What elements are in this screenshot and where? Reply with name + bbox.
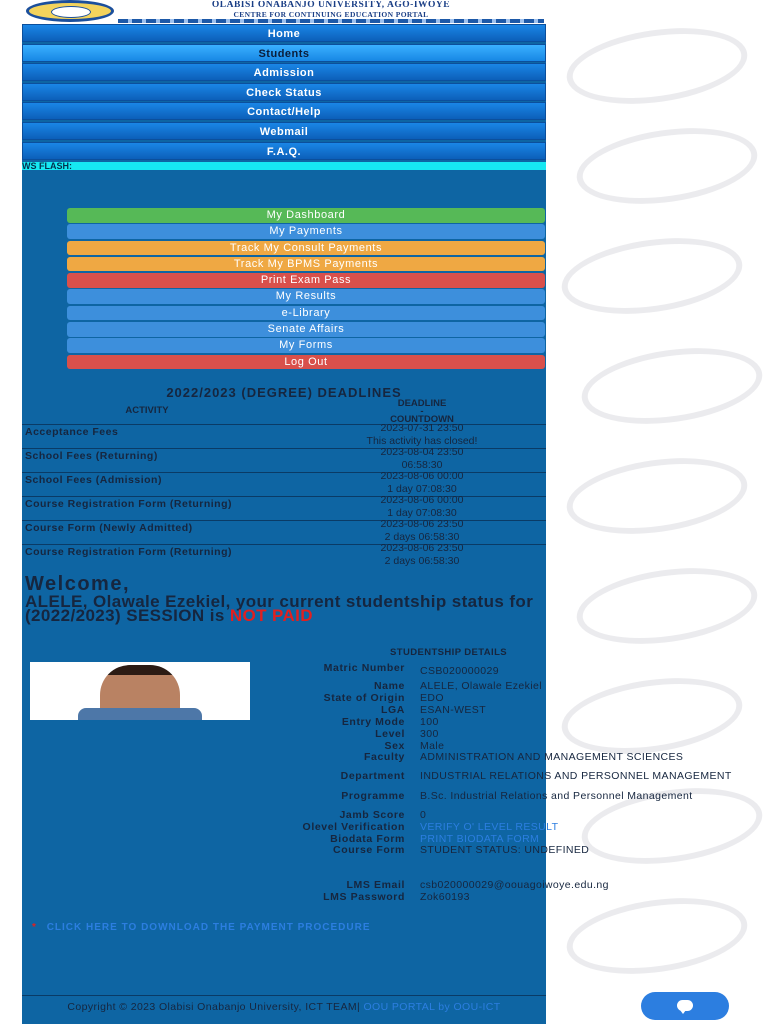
university-logo <box>26 0 114 22</box>
menu-my-dashboard[interactable]: My Dashboard <box>67 208 545 223</box>
menu-track-consult-payments[interactable]: Track My Consult Payments <box>67 241 545 256</box>
menu-e-library[interactable]: e-Library <box>67 306 545 321</box>
detail-value: B.Sc. Industrial Relations and Personnel Management <box>420 790 693 802</box>
deadline-countdown: 1 day 07:08:30 <box>387 483 457 495</box>
studentship-status <box>25 592 540 625</box>
detail-label: Olevel Verification <box>302 821 405 833</box>
menu-my-payments[interactable]: My Payments <box>67 224 545 239</box>
menu-log-out[interactable]: Log Out <box>67 355 545 370</box>
detail-value: Zok60193 <box>420 891 470 903</box>
footer-credit-link[interactable]: OOU PORTAL by OOU-ICT <box>363 1001 501 1013</box>
deadline-row <box>22 544 546 569</box>
deadline-countdown: 06:58:30 <box>401 459 443 471</box>
studentship-details-title: STUDENTSHIP DETAILS <box>390 647 508 658</box>
download-label: CLICK HERE TO DOWNLOAD THE PAYMENT PROCEDURE <box>46 922 371 933</box>
detail-label: LMS Password <box>323 891 405 903</box>
detail-label: Jamb Score <box>339 809 405 821</box>
detail-value: ADMINISTRATION AND MANAGEMENT SCIENCES <box>420 751 684 763</box>
main-nav <box>22 24 546 161</box>
deadline-row <box>22 448 546 473</box>
detail-label: LMS Email <box>346 879 405 891</box>
detail-value: 0 <box>420 809 427 821</box>
deadline-date: 2023-08-04 23:50 <box>380 446 464 458</box>
detail-value: 300 <box>420 728 439 740</box>
student-menu <box>67 208 545 371</box>
deadline-activity: Course Registration Form (Returning) <box>25 498 233 510</box>
detail-value: CSB020000029 <box>420 665 499 677</box>
chat-bubble-icon <box>677 1000 693 1011</box>
detail-label: Programme <box>341 790 405 802</box>
print-biodata-link[interactable]: PRINT BIODATA FORM <box>420 833 540 845</box>
col-deadline-countdown <box>302 400 542 424</box>
deadline-countdown: This activity has closed! <box>366 435 478 447</box>
menu-track-bpms-payments[interactable]: Track My BPMS Payments <box>67 257 545 272</box>
deadline-date: 2023-08-06 00:00 <box>380 494 464 506</box>
detail-value: INDUSTRIAL RELATIONS AND PERSONNEL MANAGEMENT <box>420 770 732 782</box>
portal-name: CENTRE FOR CONTINUING EDUCATION PORTAL <box>233 11 429 19</box>
detail-value: ESAN-WEST <box>420 704 487 716</box>
deadline-activity: Course Form (Newly Admitted) <box>25 522 193 534</box>
detail-label: Entry Mode <box>341 716 405 728</box>
detail-value: csb020000029@oouagoiwoye.edu.ng <box>420 879 609 891</box>
status-text: ALELE, Olawale Ezekiel, your current studentship status for (2022/2023) SESSION is <box>25 592 534 625</box>
avatar-shirt <box>78 708 202 720</box>
col-dash: - <box>420 406 424 417</box>
footer <box>22 1002 546 1012</box>
deadline-row <box>22 496 546 521</box>
deadline-countdown: 2 days 06:58:30 <box>384 555 460 567</box>
footer-divider <box>22 995 546 996</box>
menu-my-results[interactable]: My Results <box>67 289 545 304</box>
nav-webmail[interactable]: Webmail <box>22 122 546 140</box>
background-pattern <box>546 0 768 1024</box>
download-payment-procedure[interactable] <box>32 922 371 933</box>
detail-label: LGA <box>381 704 405 716</box>
chat-button[interactable] <box>641 992 729 1020</box>
header-banner <box>22 0 546 26</box>
detail-value: ALELE, Olawale Ezekiel <box>420 680 543 692</box>
deadline-row <box>22 472 546 497</box>
university-name: OLABISI ONABANJO UNIVERSITY, AGO-IWOYE <box>211 1 451 10</box>
welcome-heading: Welcome, <box>25 573 130 595</box>
footer-copyright: Copyright © 2023 Olabisi Onabanjo University, ICT TEAM| <box>67 1001 361 1013</box>
detail-value: EDO <box>420 692 444 704</box>
deadline-countdown: 2 days 06:58:30 <box>384 531 460 543</box>
deadline-activity: School Fees (Returning) <box>25 450 158 462</box>
nav-contact-help[interactable]: Contact/Help <box>22 102 546 120</box>
detail-label: Biodata Form <box>330 833 405 845</box>
detail-label: State of Origin <box>323 692 405 704</box>
detail-label: Sex <box>384 740 405 752</box>
detail-label: Matric Number <box>323 662 405 674</box>
deadline-date: 2023-07-31 23:50 <box>380 422 464 434</box>
detail-label: Department <box>340 770 405 782</box>
menu-print-exam-pass[interactable]: Print Exam Pass <box>67 273 545 288</box>
verify-olevel-link[interactable]: VERIFY O' LEVEL RESULT <box>420 821 559 833</box>
deadlines-header <box>22 400 546 424</box>
detail-label: Course Form <box>333 844 405 856</box>
news-flash-ticker: WS FLASH: <box>22 162 546 170</box>
deadline-countdown: 1 day 07:08:30 <box>387 507 457 519</box>
deadline-activity: Course Registration Form (Returning) <box>25 546 233 558</box>
deadline-row <box>22 520 546 545</box>
menu-senate-affairs[interactable]: Senate Affairs <box>67 322 545 337</box>
deadlines-title: 2022/2023 (DEGREE) DEADLINES <box>166 385 402 400</box>
detail-value: 100 <box>420 716 439 728</box>
col-countdown: COUNTDOWN <box>390 414 454 425</box>
col-activity: ACTIVITY <box>125 405 169 416</box>
menu-my-forms[interactable]: My Forms <box>67 338 545 353</box>
deadline-activity: Acceptance Fees <box>25 426 119 438</box>
deadline-row <box>22 424 546 449</box>
deadline-activity: School Fees (Admission) <box>25 474 162 486</box>
detail-label: Name <box>374 680 405 692</box>
download-bullet: * <box>32 922 37 933</box>
detail-value: Male <box>420 740 445 752</box>
nav-check-status[interactable]: Check Status <box>22 83 546 101</box>
deadline-date: 2023-08-06 00:00 <box>380 470 464 482</box>
detail-value: STUDENT STATUS: UNDEFINED <box>420 844 590 856</box>
col-deadline: DEADLINE <box>397 398 447 409</box>
nav-students[interactable]: Students <box>22 44 546 62</box>
nav-home[interactable]: Home <box>22 24 546 42</box>
deadline-date: 2023-08-06 23:50 <box>380 518 464 530</box>
detail-label: Faculty <box>364 751 405 763</box>
status-badge: NOT PAID <box>229 606 313 625</box>
detail-label: Level <box>375 728 405 740</box>
nav-faq[interactable]: F.A.Q. <box>22 142 546 160</box>
nav-admission[interactable]: Admission <box>22 63 546 81</box>
deadline-date: 2023-08-06 23:50 <box>380 542 464 554</box>
banner-stripe <box>118 19 544 23</box>
